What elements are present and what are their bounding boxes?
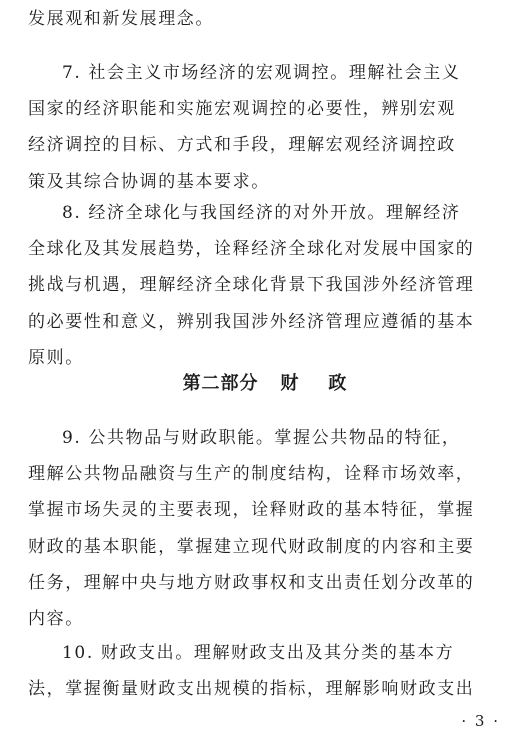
- section-heading: 第二部分 财 政: [182, 373, 348, 394]
- page-number: · 3 ·: [461, 712, 500, 730]
- paragraph-item-7: 7. 社会主义市场经济的宏观调控。理解社会主义 国家的经济职能和实施宏观调控的必要性，辨别宏观 经济调控的目标、方式和手段，理解宏观经济调控政 策及其综合协调的基本要求。: [28, 63, 461, 192]
- paragraph-item-8: 8. 经济全球化与我国经济的对外开放。理解经济 全球化及其发展趋势，诠释经济全球化对发展中国家的 挑战与机遇，理解经济全球化背景下我国涉外经济管理 的必要性和意义，辨别我国涉外经济管理应遵循的基本 原则。: [28, 203, 475, 368]
- paragraph-item-9: 9. 公共物品与财政职能。掌握公共物品的特征， 理解公共物品融资与生产的制度结构，诠释市场效率， 掌握市场失灵的主要表现，诠释财政的基本特征，掌握 财政的基本职能，掌握建立现代财政制度的内容和主要 任务，理解中央与地方财政事权和支出责任划分改革的 内容。: [28, 428, 475, 630]
- paragraph-item-10: 10. 财政支出。理解财政支出及其分类的基本方 法，掌握衡量财政支出规模的指标，理解影响财政支出: [28, 643, 475, 700]
- paragraph-continuation: 发展观和新发展理念。: [28, 9, 214, 29]
